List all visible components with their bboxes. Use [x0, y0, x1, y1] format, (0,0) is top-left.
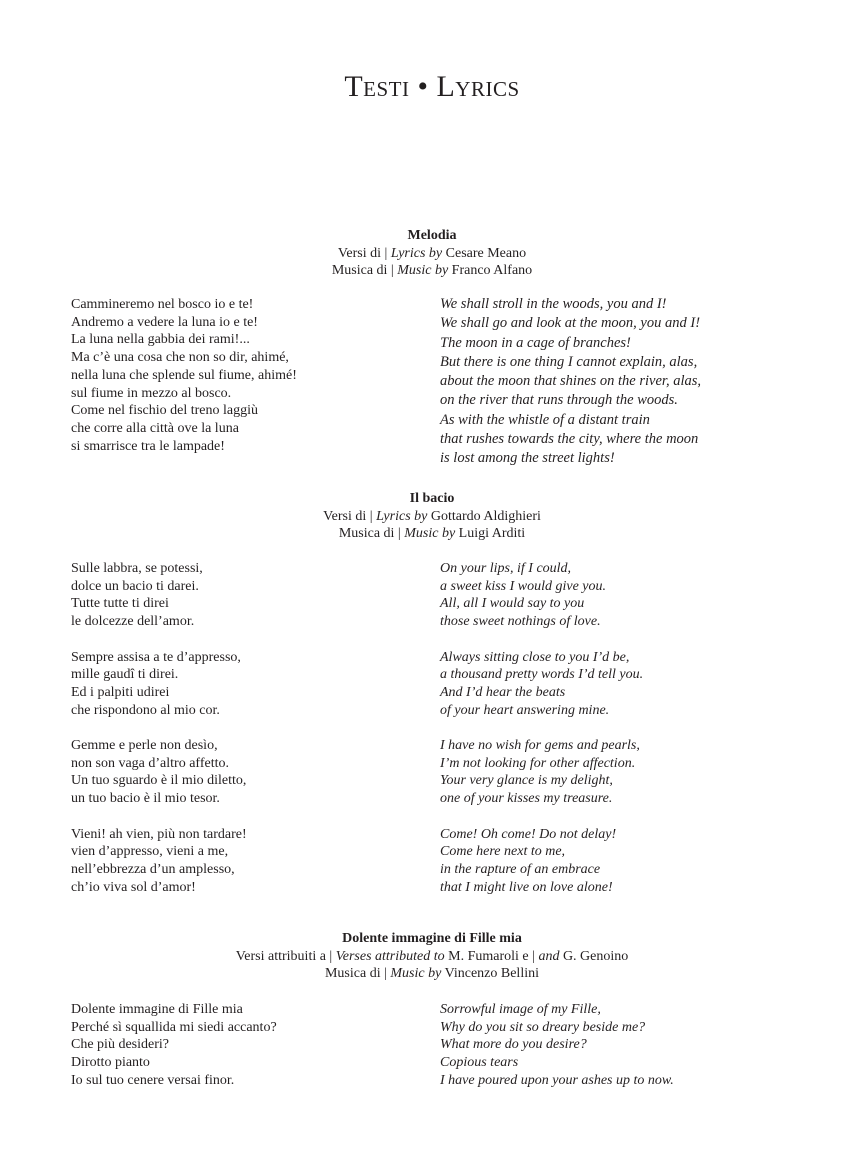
stanza [71, 1001, 277, 1090]
composer-name: Vincenzo Bellini [441, 966, 539, 982]
song-title: Il bacio [409, 491, 455, 506]
credit-en-label: Lyrics by [376, 508, 428, 524]
lyric-line: on the river that runs through the woods. [440, 392, 678, 409]
english-lyrics-dolente-immagine [440, 1001, 674, 1090]
page-title [0, 70, 864, 104]
credit-it-label: Versi attribuiti a | [235, 948, 336, 964]
lyric-line: un tuo bacio è il mio tesor. [71, 791, 220, 807]
music-credit [0, 262, 864, 280]
lyric-line: che rispondono al mio cor. [71, 702, 220, 718]
lyric-line: But there is one thing I cannot explain, alas, [440, 353, 698, 370]
song-header-melodia [0, 227, 864, 280]
lyric-line: I have poured upon your ashes up to now. [440, 1072, 674, 1088]
lyrics-credit [0, 948, 864, 966]
lyricist-name: Gottardo Aldighieri [427, 508, 541, 524]
lyric-line: All, all I would say to you [440, 596, 585, 612]
lyric-line: Un tuo sguardo è il mio diletto, [71, 773, 247, 789]
lyric-line: Sempre assisa a te d’appresso, [71, 649, 241, 665]
lyric-line: As with the whistle of a distant train [440, 411, 650, 428]
credit-it-label: Musica di | [324, 966, 391, 982]
english-lyrics-il-bacio [440, 560, 643, 896]
credit-en-label: Verses attributed to [335, 948, 445, 964]
music-credit [0, 525, 864, 543]
stanza [71, 560, 247, 631]
lyric-line: Ed i palpiti udirei [71, 684, 170, 700]
lyric-line: mille gaudî ti direi. [71, 667, 179, 683]
stanza [440, 560, 643, 631]
lyric-line: non son vaga d’altro affetto. [71, 755, 229, 771]
italian-lyrics-dolente-immagine [71, 1001, 277, 1090]
lyric-line: Copious tears [440, 1055, 519, 1071]
stanza [71, 826, 247, 897]
title-separator: • [417, 70, 429, 103]
lyric-line: dolce un bacio ti darei. [71, 578, 199, 594]
lyric-line: I’m not looking for other affection. [440, 755, 636, 771]
credit-it-label: Musica di | [331, 263, 398, 279]
lyric-line: in the rapture of an embrace [440, 861, 601, 877]
lyrics-credit [0, 245, 864, 263]
italian-lyrics-melodia [71, 296, 297, 455]
lyric-line: Sorrowful image of my Fille, [440, 1002, 601, 1017]
song-header-il-bacio [0, 490, 864, 543]
lyric-line: vien d’appresso, vieni a me, [71, 844, 229, 860]
lyric-line: We shall go and look at the moon, you and I! [440, 315, 701, 332]
lyric-line: si smarrisce tra le lampade! [71, 438, 225, 454]
lyric-line: Andremo a vedere la luna io e te! [71, 314, 258, 330]
title-lyrics: Lyrics [436, 70, 520, 103]
lyric-line: sul fiume in mezzo al bosco. [71, 385, 232, 401]
lyric-line: is lost among the street lights! [440, 450, 615, 467]
lyric-line: Dolente immagine di Fille mia [71, 1002, 243, 1017]
english-lyrics-melodia [440, 295, 701, 469]
lyric-line: a sweet kiss I would give you. [440, 578, 607, 594]
lyric-line: La luna nella gabbia dei rami!... [71, 332, 250, 348]
lyric-line: nell’ebbrezza d’un amplesso, [71, 861, 235, 877]
credit-en-label: Music by [390, 966, 442, 982]
lyric-line: What more do you desire? [440, 1037, 587, 1053]
song-title: Melodia [407, 228, 457, 243]
title-testi: Testi [344, 70, 410, 103]
lyric-line: We shall stroll in the woods, you and I! [440, 296, 667, 312]
stanza [440, 295, 701, 469]
lyric-line: that I might live on love alone! [440, 879, 613, 895]
lyric-line: I have no wish for gems and pearls, [440, 738, 640, 753]
lyric-line: ch’io viva sol d’amor! [71, 879, 196, 895]
lyric-line: Come! Oh come! Do not delay! [440, 826, 617, 842]
composer-name: Franco Alfano [448, 263, 533, 279]
lyric-line: che corre alla città ove la luna [71, 420, 239, 436]
lyric-line: le dolcezze dell’amor. [71, 614, 195, 630]
lyric-line: Dirotto pianto [71, 1055, 150, 1071]
lyric-line: Che più desideri? [71, 1037, 169, 1053]
lyric-line: Ma c’è una cosa che non so dir, ahimé, [71, 350, 289, 366]
stanza [71, 649, 247, 720]
lyric-line: Come nel fischio del treno laggiù [71, 403, 259, 419]
stanza [440, 1001, 674, 1090]
composer-name: Luigi Arditi [455, 526, 526, 542]
lyric-line: Your very glance is my delight, [440, 773, 613, 789]
lyric-line: a thousand pretty words I’d tell you. [440, 667, 644, 683]
lyric-line: Tutte tutte ti direi [71, 596, 169, 612]
lyric-line: that rushes towards the city, where the moon [440, 431, 699, 448]
stanza [440, 826, 643, 897]
lyric-line: On your lips, if I could, [440, 561, 572, 576]
lyric-line: those sweet nothings of love. [440, 614, 601, 630]
lyric-line: Sulle labbra, se potessi, [71, 561, 203, 576]
song-header-dolente-immagine [0, 930, 864, 983]
lyric-line: Gemme e perle non desìo, [71, 738, 218, 753]
lyric-line: And I’d hear the beats [440, 684, 566, 700]
credit-it-label: Musica di | [338, 526, 405, 542]
credit-it-label: Versi di | [337, 245, 391, 261]
lyric-line: of your heart answering mine. [440, 702, 610, 718]
lyric-line: one of your kisses my treasure. [440, 791, 613, 807]
lyrics-credit [0, 508, 864, 526]
lyric-line: about the moon that shines on the river, alas, [440, 373, 701, 390]
lyric-line: Come here next to me, [440, 844, 566, 860]
lyricist-name: M. Fumaroli e | [444, 948, 539, 964]
song-title: Dolente immagine di Fille mia [342, 931, 522, 946]
lyricist-name: G. Genoino [559, 948, 629, 964]
lyric-line: Why do you sit so dreary beside me? [440, 1019, 646, 1035]
lyric-line: Io sul tuo cenere versai finor. [71, 1072, 235, 1088]
lyric-line: Always sitting close to you I’d be, [440, 649, 630, 665]
lyric-line: nella luna che splende sul fiume, ahimé! [71, 367, 297, 383]
credit-it-label: Versi di | [323, 508, 377, 524]
credit-en-label: Music by [404, 526, 456, 542]
credit-en-label: Lyrics by [390, 245, 443, 261]
credit-en-conjunction: and [538, 948, 560, 964]
lyricist-name: Cesare Meano [442, 245, 527, 261]
stanza [440, 737, 643, 808]
music-credit [0, 965, 864, 983]
stanza [71, 737, 247, 808]
stanza [440, 649, 643, 720]
stanza [71, 296, 297, 455]
credit-en-label: Music by [397, 263, 449, 279]
lyric-line: Vieni! ah vien, più non tardare! [71, 826, 247, 842]
lyric-line: Cammineremo nel bosco io e te! [71, 297, 254, 312]
lyric-line: Perché sì squallida mi siedi accanto? [71, 1019, 277, 1035]
italian-lyrics-il-bacio [71, 560, 247, 896]
lyric-line: The moon in a cage of branches! [440, 334, 631, 351]
